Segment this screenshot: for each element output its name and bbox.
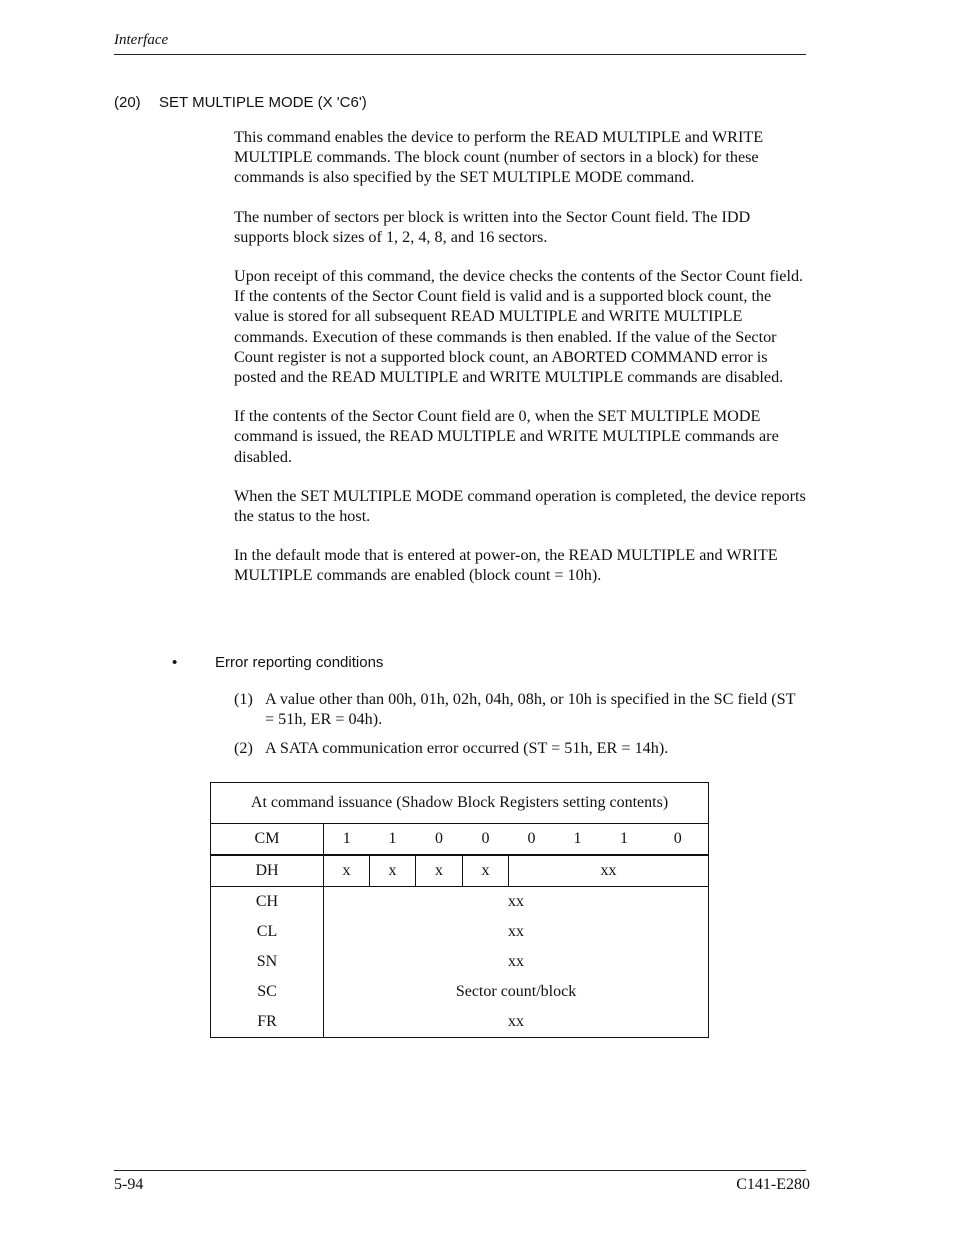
- register-label: SN: [211, 947, 324, 977]
- bit-cell: 0: [509, 824, 555, 856]
- bit-cell: 1: [370, 824, 416, 856]
- bit-cell: 0: [463, 824, 509, 856]
- paragraph: This command enables the device to perform the READ MULTIPLE and WRITE MULTIPLE commands. The block count (number of sectors in a block) for these commands is also specified by the SET MULTIPLE MODE command.: [234, 128, 764, 187]
- bit-cell: x: [416, 855, 463, 887]
- register-value: xx: [324, 947, 709, 977]
- body-text: [234, 127, 806, 605]
- document-id: C141-E280: [736, 1176, 810, 1193]
- bit-cell: 0: [416, 824, 463, 856]
- table-row-sn: [211, 947, 709, 977]
- bullet-item: [172, 654, 383, 671]
- condition-number: (2): [234, 739, 253, 757]
- dh-rest-cell: xx: [509, 855, 709, 887]
- table-row-fr: [211, 1007, 709, 1038]
- bit-cell: x: [324, 855, 370, 887]
- register-value: xx: [324, 917, 709, 947]
- table-row-dh: [211, 855, 709, 887]
- bit-cell: 1: [601, 824, 648, 856]
- paragraph: The number of sectors per block is written into the Sector Count field. The IDD supports block sizes of 1, 2, 4, 8, and 16 sectors.: [234, 207, 751, 246]
- condition-item: [234, 738, 806, 758]
- section-number: (20): [114, 94, 141, 111]
- bullet-text: Error reporting conditions: [215, 654, 384, 671]
- table-row-sc: [211, 977, 709, 1007]
- register-label: SC: [211, 977, 324, 1007]
- register-value: Sector count/block: [324, 977, 709, 1007]
- page-header-title: Interface: [114, 32, 169, 48]
- register-label: CH: [211, 887, 324, 918]
- page-number: 5-94: [114, 1176, 144, 1193]
- table-row-cm: [211, 824, 709, 856]
- section-heading: [114, 94, 367, 111]
- bullet-icon: •: [172, 654, 178, 671]
- register-value: xx: [324, 1007, 709, 1038]
- register-label: CM: [211, 824, 324, 856]
- register-value: xx: [324, 887, 709, 918]
- bit-cell: x: [370, 855, 416, 887]
- footer-rule: [114, 1170, 806, 1171]
- error-conditions: [234, 689, 806, 767]
- table-caption: At command issuance (Shadow Block Registers setting contents): [211, 783, 709, 824]
- paragraph: Upon receipt of this command, the device checks the contents of the Sector Count field. If the contents of the Sector Count field is valid and is a supported block count, the value is stored for all subsequent READ MULTIPLE and WRITE MULTIPLE commands. Execution of these commands is then enabled. If the value of the Sector Count register is not a supported block count, an ABORTED COMMAND error is posted and the READ MULTIPLE and WRITE MULTIPLE commands are disabled.: [234, 267, 804, 387]
- paragraph: If the contents of the Sector Count field are 0, when the SET MULTIPLE MODE command is issued, the READ MULTIPLE and WRITE MULTIPLE commands are disabled.: [234, 407, 779, 466]
- register-label: FR: [211, 1007, 324, 1038]
- bit-cell: 0: [648, 824, 709, 856]
- section-title: SET MULTIPLE MODE (X 'C6'): [159, 94, 367, 111]
- register-label: DH: [211, 855, 324, 887]
- table-row-ch: [211, 887, 709, 918]
- condition-text: A value other than 00h, 01h, 02h, 04h, 08h, or 10h is specified in the SC field (ST = 51h, ER = 04h).: [265, 690, 796, 728]
- condition-item: [234, 689, 806, 729]
- register-label: CL: [211, 917, 324, 947]
- register-table: [210, 782, 709, 1038]
- table-row-cl: [211, 917, 709, 947]
- header-rule: [114, 54, 806, 55]
- paragraph: In the default mode that is entered at power-on, the READ MULTIPLE and WRITE MULTIPLE commands are enabled (block count = 10h).: [234, 546, 778, 585]
- condition-number: (1): [234, 690, 253, 708]
- bit-cell: x: [463, 855, 509, 887]
- bit-cell: 1: [324, 824, 370, 856]
- paragraph: When the SET MULTIPLE MODE command operation is completed, the device reports the status to the host.: [234, 486, 806, 526]
- bit-cell: 1: [555, 824, 601, 856]
- condition-text: A SATA communication error occurred (ST = 51h, ER = 14h).: [265, 739, 669, 757]
